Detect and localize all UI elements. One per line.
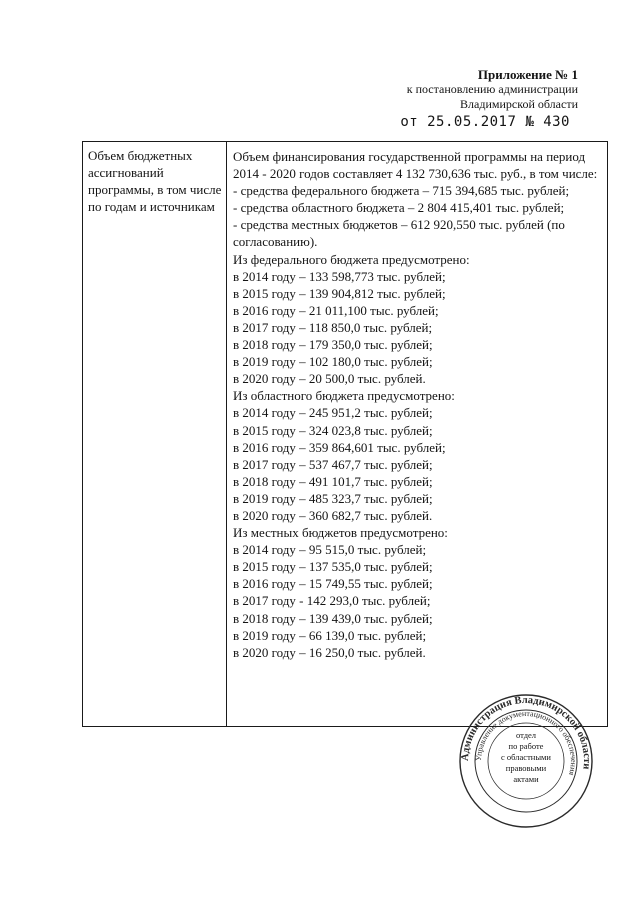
appendix-number: Приложение № 1 <box>477 67 578 82</box>
stamp-inner-text: Управление документационного обеспечения <box>473 708 579 777</box>
appendix-to-resolution: к постановлению администрации <box>406 82 578 96</box>
budget-line: в 2017 году – 537 467,7 тыс. рублей; <box>233 456 433 472</box>
budget-line: в 2017 году - 142 293,0 тыс. рублей; <box>233 593 431 609</box>
budget-line: в 2014 году – 133 598,773 тыс. рублей; <box>233 268 446 284</box>
budget-line: в 2017 году – 118 850,0 тыс. рублей; <box>233 319 433 335</box>
budget-line: в 2015 году – 139 904,812 тыс. рублей; <box>233 285 446 301</box>
budget-line: Из местных бюджетов предусмотрено: <box>233 525 448 541</box>
appendix-header <box>400 67 578 130</box>
budget-table <box>82 141 608 727</box>
budget-line: в 2015 году – 324 023,8 тыс. рублей; <box>233 422 433 438</box>
decree-date-number: от 25.05.2017 № 430 <box>400 114 570 130</box>
budget-line: - средства федерального бюджета – 715 394,685 тыс. рублей; <box>233 183 570 199</box>
stamp-center-line: отдел <box>515 730 537 740</box>
budget-line: в 2014 году – 95 515,0 тыс. рублей; <box>233 542 427 558</box>
budget-line: в 2020 году – 16 250,0 тыс. рублей. <box>233 644 426 660</box>
budget-line: в 2020 году – 20 500,0 тыс. рублей. <box>233 371 426 387</box>
budget-line: в 2016 году – 21 011,100 тыс. рублей; <box>233 302 439 318</box>
budget-line: в 2018 году – 491 101,7 тыс. рублей; <box>233 473 433 489</box>
budget-line: в 2015 году – 137 535,0 тыс. рублей; <box>233 559 433 575</box>
stamp-center-text <box>458 693 594 829</box>
stamp-center-line: правовыми <box>505 763 547 773</box>
budget-line: в 2016 году – 15 749,55 тыс. рублей; <box>233 576 433 592</box>
stamp-outer-text: Администрация Владимирской области <box>459 694 593 770</box>
budget-line: в 2018 году – 139 439,0 тыс. рублей; <box>233 610 433 626</box>
stamp-center-line: с областными <box>501 752 551 762</box>
appendix-region: Владимирской области <box>460 97 578 111</box>
budget-line: в 2016 году – 359 864,601 тыс. рублей; <box>233 439 446 455</box>
budget-line: в 2014 году – 245 951,2 тыс. рублей; <box>233 405 433 421</box>
budget-line: Из федерального бюджета предусмотрено: <box>233 251 470 267</box>
budget-line: в 2020 году – 360 682,7 тыс. рублей. <box>233 507 433 523</box>
budget-line: в 2018 году – 179 350,0 тыс. рублей; <box>233 337 433 353</box>
stamp-center-line: актами <box>513 774 539 784</box>
budget-details-cell <box>233 148 605 661</box>
budget-line: - средства местных бюджетов – 612 920,550 тыс. рублей (по согласованию). <box>233 217 565 250</box>
budget-line: в 2019 году – 485 323,7 тыс. рублей; <box>233 490 433 506</box>
official-stamp <box>458 693 594 829</box>
budget-line: Объем финансирования государственной программы на период 2014 - 2020 годов составляет 4 132 730,636 тыс. руб., в том числе: <box>233 149 598 182</box>
budget-line: Из областного бюджета предусмотрено: <box>233 388 455 404</box>
stamp-center-line: по работе <box>508 741 544 751</box>
budget-line: - средства областного бюджета – 2 804 415,401 тыс. рублей; <box>233 200 565 216</box>
column-divider <box>226 142 227 726</box>
budget-label-cell: Объем бюджетных ассигнований программы, в том числе по годам и источникам <box>88 148 222 214</box>
budget-line: в 2019 году – 66 139,0 тыс. рублей; <box>233 627 427 643</box>
budget-line: в 2019 году – 102 180,0 тыс. рублей; <box>233 354 433 370</box>
